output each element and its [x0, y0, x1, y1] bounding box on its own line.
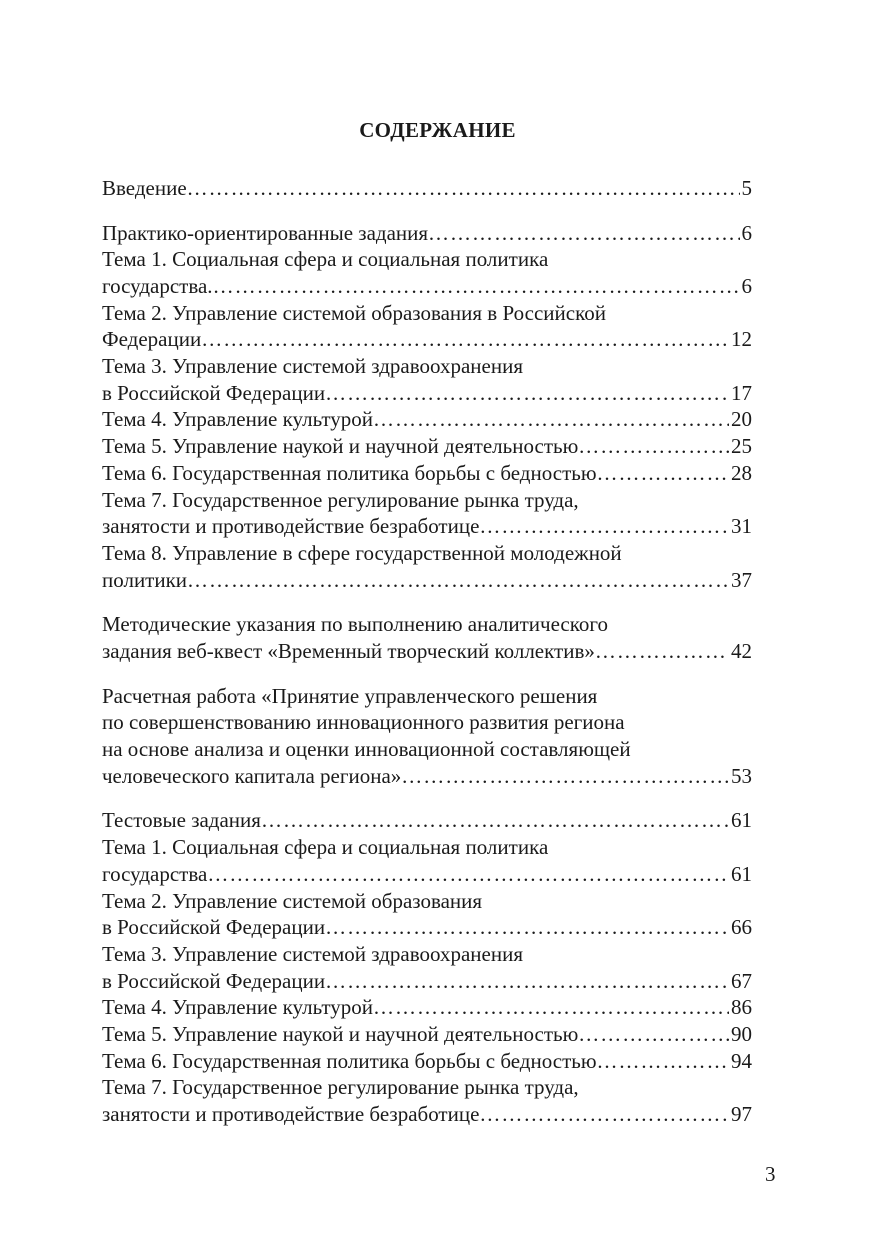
dot-leader [207, 861, 729, 888]
toc-entry-line: Расчетная работа «Принятие управленческого решения [102, 683, 598, 708]
toc-entry-line: Тема 8. Управление в сфере государственной молодежной [102, 540, 622, 565]
toc-page-number: 12 [731, 327, 752, 352]
page-title: СОДЕРЖАНИЕ [359, 118, 516, 142]
toc-entry-tests-t2[interactable] [102, 914, 752, 941]
dot-leader [261, 807, 729, 834]
dot-leader [325, 914, 729, 941]
toc-entry-title: в Российской Федерации [102, 915, 326, 940]
dot-leader [373, 994, 729, 1021]
toc-entry-title: Тема 6. Государственная политика борьбы с бедностью [102, 1048, 597, 1073]
toc-entry-title: человеческого капитала региона» [102, 763, 402, 788]
toc-entry-calc[interactable] [102, 763, 752, 790]
dot-leader [479, 513, 729, 540]
toc-entry-tests-t1[interactable] [102, 861, 752, 888]
toc-entry-title: государства. [102, 274, 213, 299]
toc-entry-method[interactable] [102, 638, 752, 665]
toc-entry-line: Тема 7. Государственное регулирование рынка труда, [102, 1075, 579, 1100]
toc-page-number: 20 [731, 407, 752, 432]
toc-entry-line: на основе анализа и оценки инновационной составляющей [102, 737, 631, 762]
dot-leader [578, 1021, 729, 1048]
toc-entry-line: Тема 7. Государственное регулирование рынка труда, [102, 487, 579, 512]
dot-leader [187, 567, 729, 594]
toc-entry-practice-t4[interactable] [102, 407, 752, 434]
toc-page-number: 61 [731, 808, 752, 833]
toc-entry-title: Введение [102, 175, 187, 200]
dot-leader [325, 968, 729, 995]
toc-entry-title: политики [102, 567, 188, 592]
toc-page-number: 42 [731, 638, 752, 663]
table-of-contents [102, 175, 752, 1128]
toc-page-number: 86 [731, 995, 752, 1020]
toc-entry-line: Тема 1. Социальная сфера и социальная политика [102, 247, 549, 272]
toc-page-number: 28 [731, 460, 752, 485]
dot-leader [597, 1048, 729, 1075]
toc-entry-title: задания веб-квест «Временный творческий коллектив» [102, 638, 595, 663]
dot-leader [325, 380, 729, 407]
toc-entry-title: занятости и противодействие безработице [102, 1101, 480, 1126]
toc-page-number: 94 [731, 1048, 752, 1073]
toc-entry-tests-t6[interactable] [102, 1048, 752, 1075]
toc-page-number: 90 [731, 1021, 752, 1046]
toc-entry-title: в Российской Федерации [102, 968, 326, 993]
toc-entry-title: Тема 5. Управление наукой и научной деятельностью [102, 1021, 579, 1046]
dot-leader [373, 406, 729, 433]
toc-entry-practice-t2[interactable] [102, 326, 752, 353]
toc-entry-practice-t1[interactable] [102, 273, 752, 300]
toc-page-number: 66 [731, 915, 752, 940]
toc-entry-line: Тема 3. Управление системой здравоохранения [102, 354, 523, 379]
toc-entry-tests[interactable] [102, 807, 752, 834]
toc-page-number: 61 [731, 861, 752, 886]
page-number: 3 [765, 1162, 776, 1186]
dot-leader [201, 326, 729, 353]
dot-leader [401, 763, 729, 790]
toc-page-number: 53 [731, 763, 752, 788]
toc-entry-line: Тема 3. Управление системой здравоохранения [102, 941, 523, 966]
toc-entry-practice-t7[interactable] [102, 513, 752, 540]
toc-entry-tests-t4[interactable] [102, 994, 752, 1021]
toc-entry-title: Тема 4. Управление культурой [102, 407, 374, 432]
toc-page-number: 37 [731, 567, 752, 592]
toc-entry-title: в Российской Федерации [102, 380, 326, 405]
toc-page-number: 5 [741, 175, 752, 200]
toc-entry-tests-t5[interactable] [102, 1021, 752, 1048]
toc-entry-tests-t7[interactable] [102, 1101, 752, 1128]
toc-entry-line: по совершенствованию инновационного развития региона [102, 710, 625, 735]
toc-entry-practice-t5[interactable] [102, 433, 752, 460]
toc-page-number: 6 [741, 274, 752, 299]
dot-leader [213, 273, 740, 300]
dot-leader [597, 460, 729, 487]
toc-entry-title: Практико-ориентированные задания [102, 220, 429, 245]
toc-entry-title: Федерации [102, 327, 202, 352]
toc-entry-title: Тема 5. Управление наукой и научной деятельностью [102, 434, 579, 459]
dot-leader [428, 220, 739, 247]
toc-entry-title: Тема 6. Государственная политика борьбы с бедностью [102, 460, 597, 485]
dot-leader [578, 433, 729, 460]
toc-entry-practice-t3[interactable] [102, 380, 752, 407]
toc-entry-practice[interactable] [102, 220, 752, 247]
toc-entry-line: Тема 2. Управление системой образования [102, 888, 483, 913]
toc-page-number: 25 [731, 434, 752, 459]
toc-entry-intro[interactable] [102, 175, 752, 202]
toc-page-number: 6 [741, 220, 752, 245]
dot-leader [479, 1101, 729, 1128]
toc-entry-tests-t3[interactable] [102, 968, 752, 995]
toc-page-number: 17 [731, 380, 752, 405]
toc-entry-title: Тема 4. Управление культурой [102, 995, 374, 1020]
toc-entry-title: государства [102, 861, 208, 886]
toc-entry-practice-t6[interactable] [102, 460, 752, 487]
toc-entry-line: Тема 1. Социальная сфера и социальная политика [102, 835, 549, 860]
toc-entry-line: Методические указания по выполнению аналитического [102, 612, 608, 637]
toc-page-number: 97 [731, 1101, 752, 1126]
toc-entry-practice-t8[interactable] [102, 567, 752, 594]
toc-page-number: 31 [731, 514, 752, 539]
dot-leader [187, 175, 740, 202]
toc-entry-title: Тестовые задания [102, 808, 261, 833]
toc-entry-title: занятости и противодействие безработице [102, 514, 480, 539]
toc-entry-line: Тема 2. Управление системой образования в Российской [102, 300, 606, 325]
dot-leader [595, 638, 729, 665]
toc-page-number: 67 [731, 968, 752, 993]
